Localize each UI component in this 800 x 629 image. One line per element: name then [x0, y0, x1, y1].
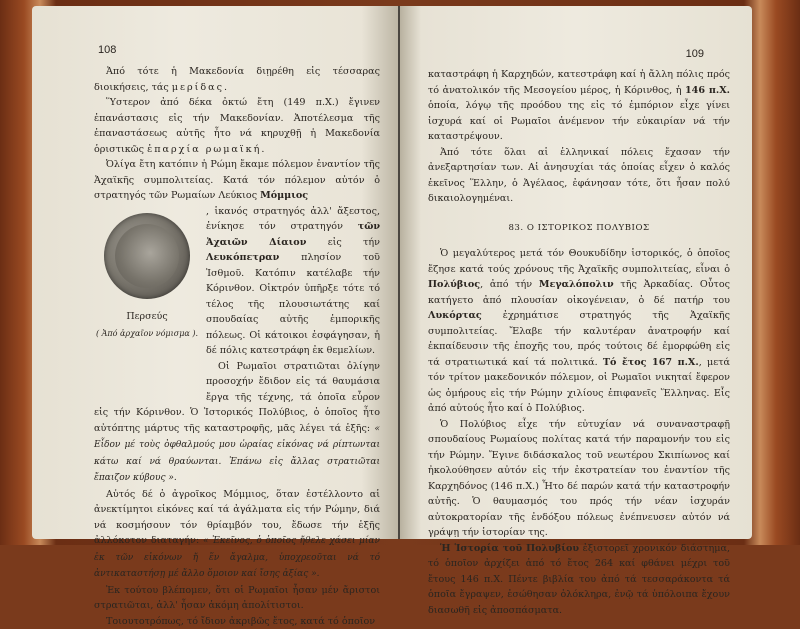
paragraph: Ὁ Πολύβιος εἶχε τήν εὐτυχίαν νά συναναστραφῇ σπουδαίους Ρωμαίους πολίτας κατά τήν παραμονήν του εἰς τήν Ρώμην. Ἔγινε διδάσκαλος τοῦ νεωτέρου Σκιπίωνος καί ἠκολούθησεν αὐτόν εἰς τήν ἐκστρατείαν του ἐναντίον τῆς Καρχηδόνος (146 π.Χ.) Ἦτο δέ παρών κατά τήν καταστροφήν αὐτῆς. Ὁ θαυμασμός του πρός τήν νέαν ἰσχυράν αὐτοκρατορίαν τῆς ἐνδόξου πόλεως ἐνέπνευσεν αὐτόν νά γράψῃ τήν ἱστορίαν της.	[428, 417, 730, 541]
paragraph: καταστράφη ἡ Καρχηδών, κατεστράφη καί ἡ ἄλλη πόλις πρός τό ἀνατολικόν τῆς Μεσογείου μέρος, ἡ Κόρινθος, ἡ 146 π.Χ. ὁποία, λόγῳ τῆς προόδου της εἰς τό ἐμπόριον εἶχε γίνει ἰσχυρά καί οἱ Ρωμαῖοι ἀνέμενον τήν εὐκαιρίαν νά τήν καταστρέψουν.	[428, 67, 730, 145]
right-page-number: 109	[686, 48, 704, 60]
paragraph: Ὕστερον ἀπό δέκα ὀκτώ ἔτη (149 π.Χ.) ἔγινεν ἐπανάστασις εἰς τήν Μακεδονίαν. Ἀποτέλεσμα τῆς ἐπαναστάσεως αὐτῆς ἦτο νά κηρυχθῇ ἡ Μακεδονία ὁριστικῶς ἐπαρχία ρωμαϊκή.	[94, 95, 380, 157]
paragraph: Ἀπό τότε ὅλαι αἱ ἑλληνικαί πόλεις ἔχασαν τήν ἀνεξαρτησίαν των. Αἱ ἀνησυχίαι τάς ὁποίας εἶχεν ὁ καλός ἐκεῖνος Ἕλλην, ὁ Ἀγέλαος, ἐφάνησαν τότε, ὅτι ἦσαν πολύ δικαιολογημέναι.	[428, 145, 730, 207]
paragraph: Αὐτός δέ ὁ ἀγροῖκος Μόμμιος, ὅταν ἐστέλλοντο αἱ ἀνεκτίμητοι εἰκόνες καί τά ἀγάλματα εἰς τήν Ρώμην, διά νά κοσμήσουν τόν θρίαμβόν του, ἔδωσε τήν ἑξῆς ἀλλόκοτον διαταγήν: « Ἐκεῖνος, ὁ ὁποῖος ἤθελε χάσει μίαν ἐκ τῶν εἰκόνων ἤ ἕν ἄγαλμα, ὑποχρεοῦται νά τό ἀντικαταστήσῃ μέ ἄλλο ὅμοιον καί ἴσης ἀξίας ».	[94, 487, 380, 583]
left-page-number: 108	[98, 44, 116, 56]
paragraph: Ἡ Ἱστορία τοῦ Πολυβίου ἐξιστορεῖ χρονικόν διάστημα, τό ὁποῖον ἀρχίζει ἀπό τό ἔτος 264 καί φθάνει μέχρι τοῦ ἔτους 146 π.Χ. Πέντε βιβλία του ἀπό τά τεσσαράκοντα τά ὁποῖα ἔγραψεν, ἐσώθησαν ὁλόκληρα, ἐνῷ τά ὑπόλοιπα ἔχουν διασωθῆ εἰς ἀποσπάσματα.	[428, 541, 730, 619]
left-page	[32, 6, 398, 539]
paragraph: Ἐκ τούτου βλέπομεν, ὅτι οἱ Ρωμαῖοι ἦσαν μέν ἄριστοι στρατιῶται, ἀλλ' ἦσαν ἀκόμη ἀπολίτιστοι.	[94, 583, 380, 614]
paragraph: Οἱ Ρωμαῖοι στρατιῶται ὀλίγην προσοχήν ἔδιδον εἰς τά θαυμάσια ἔργα τῆς τέχνης, τά ὁποῖα εὗρον εἰς τήν Κόρινθον. Ὁ Ἱστορικός Πολύβιος, ὁ ὁποῖος ἦτο αὐτόπτης μάρτυς τῆς καταστροφῆς, μᾶς λέγει τά ἑξῆς: « Εἶδον μέ τοὺς ὀφθαλμούς μου ὡραίας εἰκόνας νά ρίπτωνται κάτω καί νά θραύωνται. Ἐπάνω εἰς ἄλλας στρατιῶται ἔπαιζον κύβους ».	[94, 359, 380, 487]
coin-subcaption: ( Ἀπό ἀρχαῖον νόμισμα ).	[94, 326, 200, 342]
paragraph: Ὁ μεγαλύτερος μετά τόν Θουκυδίδην ἱστορικός, ὁ ὁποῖος ἔζησε κατά τούς χρόνους τῆς Ἀχαϊκῆς συμπολιτείας, εἶναι ὁ Πολύβιος, ἀπό τήν Μεγαλόπολιν τῆς Ἀρκαδίας. Οὗτος κατήγετο ἀπό πλουσίαν οἰκογένειαν, ὁ δέ πατήρ του Λυκόρτας ἐχρημάτισε στρατηγός τῆς Ἀχαϊκῆς συμπολιτείας. Ἔλαβε τήν καλυτέραν ἀνατροφήν καί ἐκπαίδευσιν τῆς ἐποχῆς του, πρός τούτοις δέ ἐμορφώθη εἰς τά στρατιωτικά καί τά πολιτικά. Τό ἔτος 167 π.Χ., μετά τόν τρίτον μακεδονικόν πόλεμον, οἱ Ρωμαῖοι νικηταί ἔφερον ὡς ὁμήρους εἰς τήν Ρώμην χιλίους ἐπιφανεῖς Ἕλληνας. Εἷς ἀπό αὐτούς ἦτο καί ὁ Πολύβιος.	[428, 246, 730, 417]
paragraph: Τοιουτοτρόπως, τό ἴδιον ἀκριβῶς ἔτος, κατά τό ὁποῖον	[94, 614, 380, 629]
right-page	[400, 6, 752, 539]
paragraph: Ὀλίγα ἔτη κατόπιν ἡ Ρώμη ἔκαμε πόλεμον ἐναντίον τῆς Ἀχαϊκῆς συμπολιτείας. Κατά τόν πόλεμον αὐτόν ὁ στρατηγός τῶν Ρωμαίων Λεύκιος Μόμμιος	[94, 157, 380, 204]
left-page-text	[94, 64, 380, 629]
paragraph: Ἀπό τότε ἡ Μακεδονία διῃρέθη εἰς τέσσαρας διοικήσεις, τάς μερίδας.	[94, 64, 380, 95]
right-page-text	[428, 67, 730, 618]
coin-caption: Περσεύς	[94, 309, 200, 325]
section-heading: 83. Ο ΙΣΤΟΡΙΚΟΣ ΠΟΛΥΒΙΟΣ	[428, 221, 730, 237]
coin-image	[104, 213, 190, 299]
coin-figure	[94, 207, 200, 393]
paragraph-continued: , ἱκανός στρατηγός ἀλλ' ἄξεστος, ἐνίκησε τόν στρατηγόν τῶν Ἀχαιῶν Δίαιον εἰς τήν Λευκόπετραν πλησίον τοῦ Ἰσθμοῦ. Κατόπιν κατέλαβε τήν Κόρινθον. Οἰκτρόν ὑπῆρξε τότε τό τέλος τῆς πλουσιωτάτης καί σπουδαίας αὐτῆς ἐμπορικῆς πόλεως. Οἱ κάτοικοι ἐσφάγησαν, ἡ δέ πόλις κατεστράφη ἐκ θεμελίων.	[94, 204, 380, 359]
